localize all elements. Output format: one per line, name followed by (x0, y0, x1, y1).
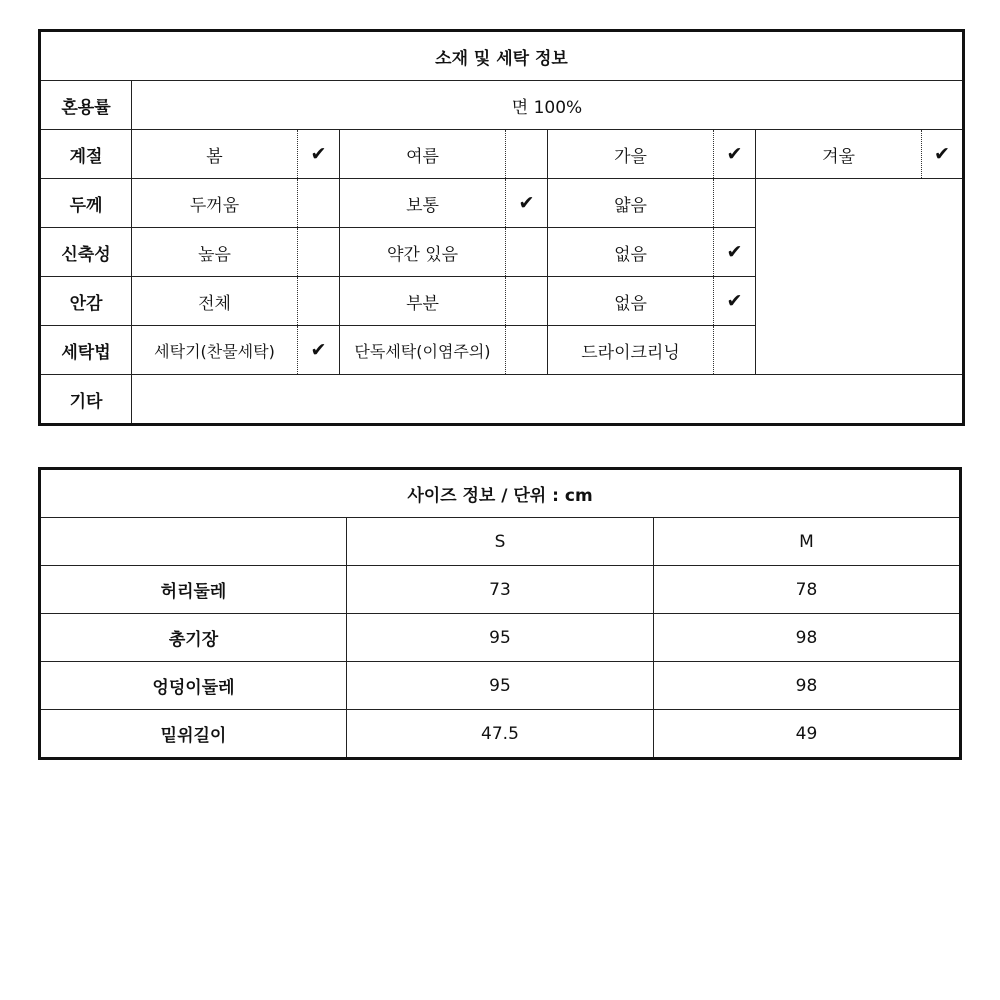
washing-option: 단독세탁(이염주의) (340, 326, 506, 375)
row-label: 밑위길이 (40, 710, 347, 759)
size-value: 98 (653, 662, 960, 710)
stretch-option: 없음 (548, 228, 714, 277)
composition-label: 혼용률 (40, 81, 132, 130)
table-row (40, 710, 961, 759)
season-option: 여름 (340, 130, 506, 179)
etc-row (40, 375, 964, 425)
header-size-m: M (653, 518, 960, 566)
lining-option: 부분 (340, 277, 506, 326)
size-value: 47.5 (346, 710, 653, 759)
care-info-table (38, 29, 965, 426)
composition-value: 면 100% (132, 81, 964, 130)
size-header-row (40, 518, 961, 566)
check-mark (506, 326, 548, 375)
lining-option: 없음 (548, 277, 714, 326)
check-mark: ✔ (922, 130, 964, 179)
season-label: 계절 (40, 130, 132, 179)
season-option: 가을 (548, 130, 714, 179)
washing-option: 세탁기(찬물세탁) (132, 326, 298, 375)
check-mark: ✔ (298, 326, 340, 375)
size-value: 95 (346, 662, 653, 710)
size-value: 95 (346, 614, 653, 662)
table-row (40, 614, 961, 662)
size-table-title: 사이즈 정보 / 단위 : cm (40, 469, 961, 518)
check-mark: ✔ (298, 130, 340, 179)
care-table-title: 소재 및 세탁 정보 (40, 31, 964, 81)
check-mark (506, 277, 548, 326)
header-empty (40, 518, 347, 566)
row-label: 총기장 (40, 614, 347, 662)
check-mark: ✔ (714, 130, 756, 179)
size-info-table (38, 467, 962, 760)
composition-row (40, 81, 964, 130)
stretch-label: 신축성 (40, 228, 132, 277)
check-mark (714, 179, 756, 228)
stretch-option: 약간 있음 (340, 228, 506, 277)
thickness-option: 얇음 (548, 179, 714, 228)
thickness-option: 보통 (340, 179, 506, 228)
thickness-row (40, 179, 964, 228)
check-mark (298, 277, 340, 326)
size-value: 98 (653, 614, 960, 662)
etc-label: 기타 (40, 375, 132, 425)
check-mark (298, 179, 340, 228)
washing-option: 드라이크리닝 (548, 326, 714, 375)
check-mark (714, 326, 756, 375)
stretch-option: 높음 (132, 228, 298, 277)
row-label: 엉덩이둘레 (40, 662, 347, 710)
empty-cell (756, 179, 964, 375)
thickness-label: 두께 (40, 179, 132, 228)
season-row (40, 130, 964, 179)
check-mark: ✔ (714, 277, 756, 326)
etc-value (132, 375, 964, 425)
size-value: 49 (653, 710, 960, 759)
row-label: 허리둘레 (40, 566, 347, 614)
season-option: 봄 (132, 130, 298, 179)
check-mark (298, 228, 340, 277)
size-value: 78 (653, 566, 960, 614)
check-mark: ✔ (714, 228, 756, 277)
lining-label: 안감 (40, 277, 132, 326)
washing-label: 세탁법 (40, 326, 132, 375)
header-size-s: S (346, 518, 653, 566)
thickness-option: 두꺼움 (132, 179, 298, 228)
table-row (40, 662, 961, 710)
table-row (40, 566, 961, 614)
lining-option: 전체 (132, 277, 298, 326)
season-option: 겨울 (756, 130, 922, 179)
check-mark (506, 228, 548, 277)
check-mark (506, 130, 548, 179)
check-mark: ✔ (506, 179, 548, 228)
size-value: 73 (346, 566, 653, 614)
